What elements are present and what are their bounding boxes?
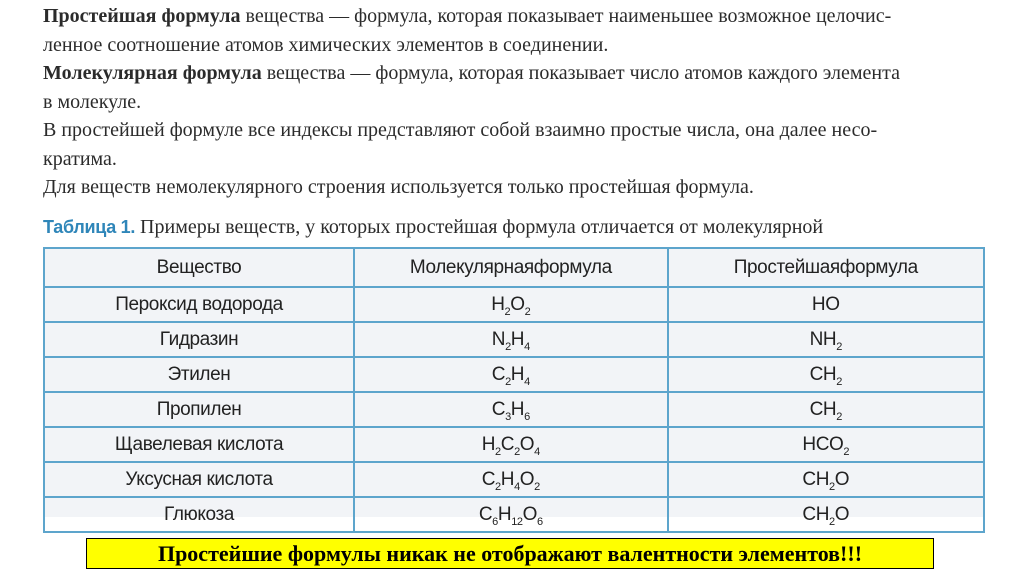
- table-caption-label: Таблица 1.: [43, 217, 136, 237]
- formula-symbol: O: [834, 468, 850, 490]
- formula-symbol: O: [522, 503, 538, 525]
- substance-name-cell: Гидразин: [44, 322, 354, 357]
- substance-name-cell: Щавелевая кислота: [44, 427, 354, 462]
- formula-symbol: H: [500, 468, 515, 490]
- simplest-formula-cell: [668, 322, 984, 357]
- formula-index: 12: [511, 515, 523, 528]
- simplest-formula-cell: [668, 392, 984, 427]
- table-caption: [43, 214, 823, 240]
- molecular-formula-cell: [354, 287, 668, 322]
- formula-symbol: HO: [811, 293, 840, 315]
- term-simplest-formula: Простейшая формула: [43, 5, 241, 27]
- formula-index: 4: [514, 480, 520, 493]
- table-row: [44, 497, 984, 532]
- substance-name-cell: Этилен: [44, 357, 354, 392]
- formula-index: 6: [537, 515, 543, 528]
- formula-symbol: CH: [802, 468, 830, 490]
- substance-name-cell: Пропилен: [44, 392, 354, 427]
- simplest-formula-definition: [43, 2, 993, 59]
- molecular-formula-cell: [354, 392, 668, 427]
- formula-symbol: C: [491, 363, 506, 385]
- molecular-formula-cell: [354, 462, 668, 497]
- table-row: [44, 287, 984, 322]
- header-simplest-formula: Простейшаяформула: [668, 248, 984, 287]
- formula-index: 6: [492, 515, 498, 528]
- formula-symbol: CH: [809, 363, 837, 385]
- molecular-formula-cell: [354, 497, 668, 532]
- formula-symbol: C: [491, 398, 506, 420]
- formula-index: 2: [534, 480, 540, 493]
- formula-index: 2: [524, 305, 531, 318]
- header-substance: Вещество: [44, 248, 354, 287]
- table-body: [44, 287, 984, 532]
- formula-symbol: H: [481, 433, 496, 455]
- formula-symbol: CH: [802, 503, 830, 525]
- substance-name-cell: Уксусная кислота: [44, 462, 354, 497]
- formula-index: 2: [829, 515, 835, 528]
- table-row: [44, 427, 984, 462]
- definition-text: вещества — формула, которая показывает наименьшее возможное целочис-: [240, 5, 892, 27]
- formula-index: 2: [843, 445, 850, 458]
- table-header-row: [44, 248, 984, 287]
- formula-symbol: N: [491, 328, 506, 350]
- formula-symbol: O: [834, 503, 850, 525]
- definitions-text: [43, 2, 993, 202]
- formula-symbol: H: [491, 293, 505, 315]
- formula-table-container: [43, 247, 985, 528]
- definition-text: в молекуле.: [43, 90, 142, 113]
- molecular-formula-definition: [43, 59, 993, 116]
- formula-index: 2: [495, 480, 501, 493]
- formula-index: 4: [524, 375, 530, 388]
- substance-name-cell: Пероксид водорода: [44, 287, 354, 322]
- note-text: Для веществ немолекулярного строения используется только простейшая формула.: [43, 176, 754, 198]
- formula-index: 2: [514, 445, 520, 458]
- valence-warning-banner: Простейшие формулы никак не отображают валентности элементов!!!: [86, 538, 934, 569]
- formula-index: 2: [504, 305, 511, 318]
- molecular-formula-cell: [354, 322, 668, 357]
- formula-symbol: O: [519, 433, 535, 455]
- formula-symbol: O: [510, 293, 525, 315]
- formula-symbol: H: [510, 363, 525, 385]
- simplest-formula-cell: [668, 462, 984, 497]
- term-molecular-formula: Молекулярная формула: [43, 62, 262, 84]
- formula-index: 2: [829, 480, 835, 493]
- formula-index: 4: [524, 340, 530, 353]
- formula-symbol: HCO: [802, 433, 844, 455]
- simplest-formula-cell: [668, 427, 984, 462]
- header-molecular-formula: Молекулярнаяформула: [354, 248, 668, 287]
- table-row: [44, 392, 984, 427]
- table-row: [44, 462, 984, 497]
- formula-index: 2: [836, 410, 842, 423]
- formula-index: 4: [534, 445, 540, 458]
- table-row: [44, 357, 984, 392]
- table-row: [44, 322, 984, 357]
- molecular-formula-cell: [354, 427, 668, 462]
- note-text: В простейшей формуле все индексы представляют собой взаимно простые числа, она далее несо-: [43, 119, 878, 141]
- formula-symbol: NH: [809, 328, 837, 350]
- non-molecular-note: [43, 173, 993, 202]
- formula-index: 2: [836, 375, 842, 388]
- formula-index: 2: [495, 445, 501, 458]
- definition-text: ленное соотношение атомов химических элементов в соединении.: [43, 33, 609, 56]
- formula-symbol: H: [497, 503, 512, 525]
- formula-symbol: CH: [809, 398, 837, 420]
- formula-symbol: C: [500, 433, 515, 455]
- formula-index: 2: [505, 375, 511, 388]
- formula-symbol: C: [478, 503, 493, 525]
- formula-symbol: O: [519, 468, 535, 490]
- note-text: кратима.: [43, 147, 117, 170]
- coprime-indices-note: [43, 116, 993, 173]
- formula-index: 3: [505, 410, 511, 423]
- substance-name-cell: Глюкоза: [44, 497, 354, 532]
- formula-symbol: H: [510, 398, 525, 420]
- formula-index: 2: [505, 340, 511, 353]
- table-caption-text: Примеры веществ, у которых простейшая формула отличается от молекулярной: [135, 216, 824, 238]
- formula-index: 2: [836, 340, 842, 353]
- formula-table: [43, 247, 985, 533]
- formula-index: 6: [524, 410, 530, 423]
- simplest-formula-cell: [668, 287, 984, 322]
- molecular-formula-cell: [354, 357, 668, 392]
- simplest-formula-cell: [668, 497, 984, 532]
- simplest-formula-cell: [668, 357, 984, 392]
- formula-symbol: C: [481, 468, 496, 490]
- definition-text: вещества — формула, которая показывает число атомов каждого элемента: [261, 62, 900, 84]
- formula-symbol: H: [510, 328, 525, 350]
